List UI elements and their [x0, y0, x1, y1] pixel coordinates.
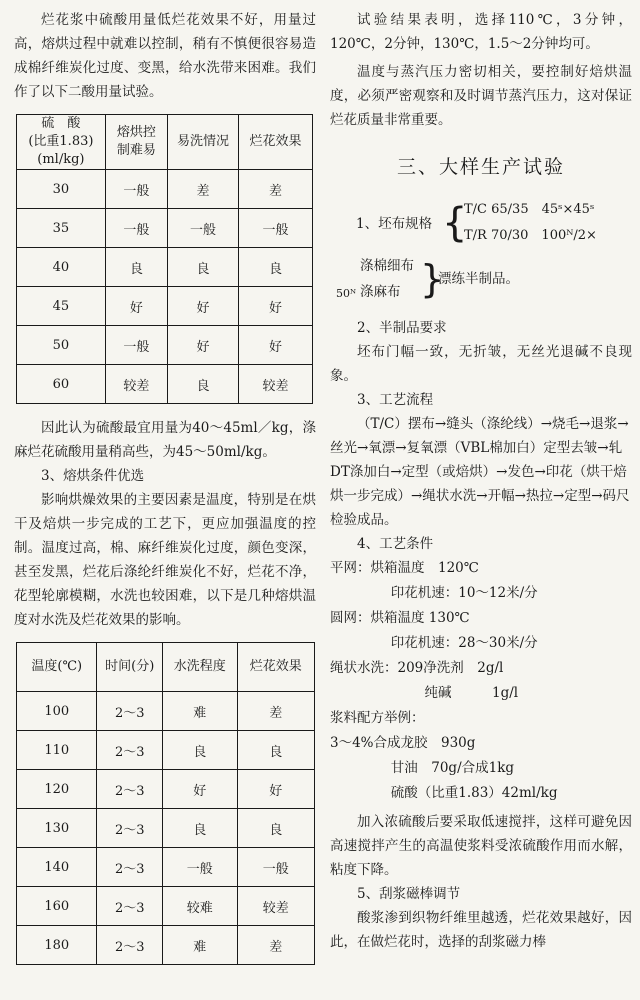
table-cell: 35 — [17, 209, 106, 248]
table-cell: 110 — [17, 731, 97, 770]
table-cell: 良 — [237, 731, 315, 770]
fabric-group — [330, 254, 632, 310]
process-conditions — [330, 556, 632, 806]
table-row — [17, 170, 313, 209]
table-cell: 一般 — [167, 209, 238, 248]
table-cell: 好 — [105, 287, 167, 326]
table-cell: 一般 — [105, 209, 167, 248]
table-row — [17, 770, 315, 809]
table-cell: 较难 — [163, 887, 238, 926]
baking-temperature-table — [16, 642, 315, 965]
table-row — [17, 326, 313, 365]
table-cell: 一般 — [163, 848, 238, 887]
paragraph: 影响烘燥效果的主要因素是温度，特别是在烘干及焙烘一步完成的工艺下，更应加强温度的控制。温度过高，棉、麻纤维炭化过度，颜色变深，甚至发黑，烂花后涤纶纤维炭化不好，烂花不净，花型轮廓模糊，水洗也较困难，以下是几种熔烘温度对水洗及烂花效果的影响。 — [14, 492, 316, 628]
condition-row: 纯碱 1g/l — [424, 685, 519, 701]
fabric-result: 漂练半制品。 — [438, 271, 519, 287]
table-cell: 2～3 — [97, 692, 163, 731]
table-cell: 180 — [17, 926, 97, 965]
table-cell: 120 — [17, 770, 97, 809]
table-cell: 40 — [17, 248, 106, 287]
table-cell: 较差 — [238, 365, 312, 404]
condition-row — [330, 606, 632, 631]
table-cell: 较差 — [105, 365, 167, 404]
item-heading: 3、工艺流程 — [357, 392, 434, 408]
table-header-row — [17, 643, 315, 692]
condition-label: 绳状水洗： — [330, 660, 398, 676]
table-cell: 较差 — [237, 887, 315, 926]
spec-line: T/R 70/30 100ᴺ/2× — [464, 228, 597, 243]
table-row — [17, 365, 313, 404]
header-cell: 烂花效果 — [238, 115, 312, 170]
paragraph: 酸浆渗到织物纤维里越透，烂花效果越好，因此，在做烂花时，选择的刮浆磁力棒 — [330, 910, 632, 950]
table-cell: 2～3 — [97, 887, 163, 926]
condition-label: 平网： — [330, 560, 371, 576]
item-heading: 2、半制品要求 — [357, 320, 447, 336]
table-row — [17, 887, 315, 926]
table-cell: 好 — [238, 326, 312, 365]
paragraph: 温度与蒸汽压力密切相关，要控制好焙烘温度，必须严密观察和及时调节蒸汽压力，这对保证烂花质量非常重要。 — [330, 64, 632, 128]
table-row — [17, 848, 315, 887]
header-cell: 温度(℃) — [17, 643, 97, 692]
table-cell: 好 — [167, 326, 238, 365]
table-cell: 良 — [238, 248, 312, 287]
fabric-spec — [330, 198, 632, 250]
table-cell: 一般 — [237, 848, 315, 887]
spec-line: T/C 65/35 45ˢ×45ˢ — [464, 202, 595, 217]
recipe-row: 3～4%合成龙胶 930g — [330, 735, 476, 751]
condition-row — [330, 656, 632, 681]
table-cell: 好 — [237, 770, 315, 809]
table-cell: 好 — [167, 287, 238, 326]
table-row — [17, 248, 313, 287]
table-row — [17, 287, 313, 326]
paragraph: 烂花浆中硫酸用量低烂花效果不好，用量过高，熔烘过程中就难以控制，稍有不慎便很容易造成棉纤维炭化过度、变黑，给水洗带来困难。我们作了以下二酸用量试验。 — [14, 12, 316, 100]
table-cell: 难 — [163, 692, 238, 731]
left-column — [14, 8, 316, 977]
table-row — [17, 809, 315, 848]
table-cell: 良 — [163, 731, 238, 770]
table-cell: 100 — [17, 692, 97, 731]
condition-value: 烘箱温度 130℃ — [370, 610, 470, 626]
table-cell: 2～3 — [97, 848, 163, 887]
condition-row: 印花机速：28～30米/分 — [390, 635, 538, 651]
item-heading: 5、刮浆磁棒调节 — [357, 886, 461, 902]
table-cell: 30 — [17, 170, 106, 209]
paragraph: 因此认为硫酸最宜用量为40～45ml／kg，涤麻烂花硫酸用量稍高些，为45～50ml/kg。 — [14, 420, 316, 460]
table-cell: 2～3 — [97, 731, 163, 770]
condition-row — [330, 556, 632, 581]
fabric-prefix: 50ᴺ — [336, 287, 357, 300]
table-cell: 60 — [17, 365, 106, 404]
item-label: 1、坯布规格 — [356, 216, 433, 232]
table-cell: 差 — [167, 170, 238, 209]
table-row — [17, 209, 313, 248]
table-cell: 难 — [163, 926, 238, 965]
header-cell: 水洗程度 — [163, 643, 238, 692]
table-cell: 良 — [163, 809, 238, 848]
fabric-name: 涤棉细布 — [360, 258, 414, 274]
section-heading: 三、大样生产试验 — [396, 156, 565, 178]
table-header-row — [17, 115, 313, 170]
header-cell: 烂花效果 — [237, 643, 315, 692]
header-cell: 易洗情况 — [167, 115, 238, 170]
header-cell: 时间(分) — [97, 643, 163, 692]
condition-value: 209净洗剂 2g/l — [397, 660, 504, 676]
table-cell: 良 — [237, 809, 315, 848]
table-cell: 差 — [237, 926, 315, 965]
process-flow: （T/C）摆布→缝头（涤纶线）→烧毛→退浆→丝光→氧漂→复氧漂（VBL棉加白）定型去皱→轧DT涤加白→定型（或焙烘）→发色→印花（烘干焙烘一步完成）→绳状水洗→开幅→热拉→定型→码尺检验成品。 — [330, 416, 630, 528]
right-column — [330, 8, 632, 954]
condition-label: 圆网： — [330, 610, 371, 626]
table-cell: 一般 — [238, 209, 312, 248]
fabric-name: 涤麻布 — [360, 284, 401, 300]
table-cell: 140 — [17, 848, 97, 887]
table-row — [17, 731, 315, 770]
header-cell: 硫 酸 (比重1.83) (ml/kg) — [17, 115, 106, 170]
brace-icon: } — [420, 257, 445, 301]
recipe-row: 硫酸（比重1.83）42ml/kg — [390, 785, 558, 801]
paragraph: 坯布门幅一致，无折皱，无丝光退碱不良现象。 — [330, 344, 632, 384]
subheading: 3、熔烘条件优选 — [41, 468, 145, 484]
header-cell: 熔烘控 制难易 — [105, 115, 167, 170]
table-cell: 50 — [17, 326, 106, 365]
table-cell: 好 — [163, 770, 238, 809]
table-cell: 45 — [17, 287, 106, 326]
table-cell: 一般 — [105, 170, 167, 209]
table-cell: 差 — [237, 692, 315, 731]
table-row — [17, 926, 315, 965]
condition-value: 烘箱温度 120℃ — [370, 560, 479, 576]
table-cell: 160 — [17, 887, 97, 926]
table-cell: 130 — [17, 809, 97, 848]
paragraph: 加入浓硫酸后要采取低速搅拌，这样可避免因高速搅拌产生的高温使浆料受浓硫酸作用而水解，粘度下降。 — [330, 814, 632, 878]
table-cell: 2～3 — [97, 809, 163, 848]
table-cell: 良 — [105, 248, 167, 287]
table-cell: 良 — [167, 248, 238, 287]
table-cell: 差 — [238, 170, 312, 209]
table-cell: 良 — [167, 365, 238, 404]
condition-row: 印花机速：10～12米/分 — [390, 585, 538, 601]
recipe-row: 甘油 70g/合成1kg — [390, 760, 515, 776]
item-heading: 4、工艺条件 — [357, 536, 434, 552]
table-cell: 一般 — [105, 326, 167, 365]
recipe-title: 浆料配方举例： — [330, 710, 425, 726]
table-row — [17, 692, 315, 731]
brace-icon: { — [442, 200, 468, 246]
paragraph: 试验结果表明，选择110℃，3分钟，120℃，2分钟，130℃，1.5～2分钟均可。 — [330, 12, 632, 52]
sulfuric-acid-table — [16, 114, 313, 404]
table-cell: 2～3 — [97, 926, 163, 965]
table-cell: 2～3 — [97, 770, 163, 809]
table-cell: 好 — [238, 287, 312, 326]
